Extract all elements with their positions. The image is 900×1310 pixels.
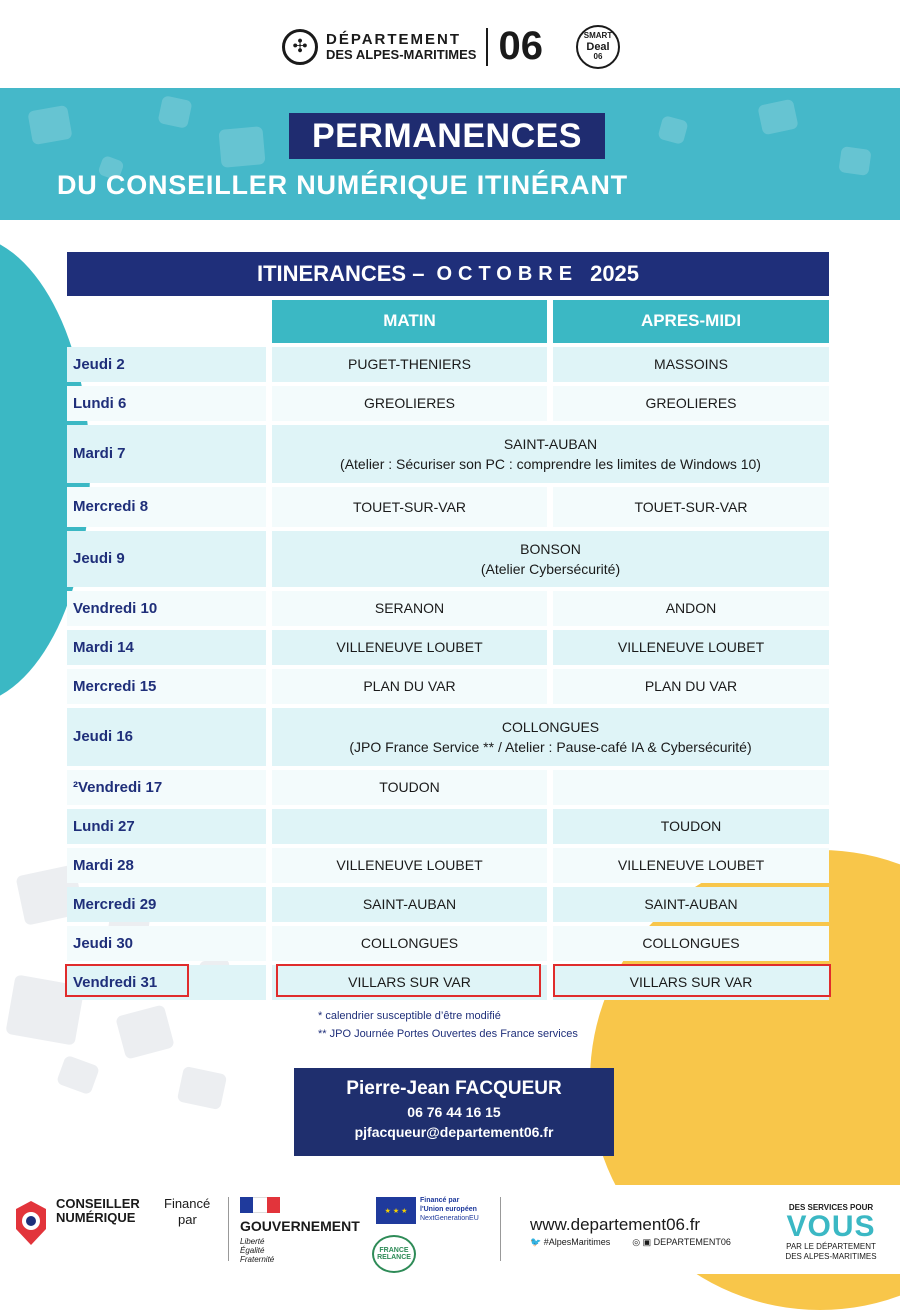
row-day: Mercredi 29 <box>67 887 266 922</box>
row-afternoon: PLAN DU VAR <box>553 669 829 704</box>
row-morning: VILLENEUVE LOUBET <box>272 848 547 883</box>
conseiller-numerique-logo-icon <box>14 1199 48 1247</box>
france-relance-logo[interactable] <box>372 1235 416 1273</box>
eu-line3: NextGenerationEU <box>420 1214 479 1222</box>
row-afternoon: VILLARS SUR VAR <box>553 965 829 1000</box>
row-day: Mardi 7 <box>67 425 266 483</box>
page-subtitle: DU CONSEILLER NUMÉRIQUE ITINÉRANT <box>57 170 628 200</box>
row-afternoon <box>553 770 829 805</box>
twitter-icon: 🐦 <box>530 1237 542 1247</box>
gouvernement-logo[interactable] <box>240 1197 360 1265</box>
row-day: Mardi 14 <box>67 630 266 665</box>
column-header-row <box>67 300 829 343</box>
footer <box>0 1185 900 1274</box>
relance-line2: RELANCE <box>377 1254 411 1261</box>
cn-line2: NUMÉRIQUE <box>56 1210 136 1226</box>
schedule-heading-year: 2025 <box>590 261 640 286</box>
row-day: Jeudi 2 <box>67 347 266 382</box>
row-full-detail: (Atelier Cybersécurité) <box>480 561 621 577</box>
row-afternoon: VILLENEUVE LOUBET <box>553 630 829 665</box>
eu-line1: Financé par <box>420 1197 460 1204</box>
eu-funding-logo[interactable] <box>376 1197 479 1224</box>
row-morning: GREOLIERES <box>272 386 547 421</box>
schedule-heading-prefix: ITINERANCES – <box>256 261 425 286</box>
twitter-handle: #AlpesMaritimes <box>543 1237 611 1247</box>
table-row <box>67 591 829 626</box>
row-morning: SAINT-AUBAN <box>272 887 547 922</box>
schedule-heading <box>67 252 829 296</box>
banner-title-box <box>289 113 605 159</box>
row-day: Mercredi 15 <box>67 669 266 704</box>
row-afternoon: TOUDON <box>553 809 829 844</box>
services-pour-vous-logo[interactable] <box>776 1203 886 1261</box>
smart-deal-logo[interactable] <box>576 25 620 69</box>
conseiller-numerique-label[interactable] <box>56 1197 140 1226</box>
row-full-day <box>272 531 829 587</box>
gouvernement-name: GOUVERNEMENT <box>240 1218 360 1234</box>
row-day: Vendredi 31 <box>67 965 266 1000</box>
footnote-1: * calendrier susceptible d’être modifié <box>318 1010 501 1022</box>
contact-phone[interactable]: 06 76 44 16 15 <box>407 1104 501 1120</box>
svp-line1: DES SERVICES POUR <box>788 1203 874 1212</box>
row-afternoon: GREOLIERES <box>553 386 829 421</box>
row-morning <box>272 809 547 844</box>
schedule-heading-month: OCTOBRE <box>436 262 579 285</box>
cn-line1: CONSEILLER <box>56 1196 140 1211</box>
table-row <box>67 770 829 805</box>
table-row <box>67 347 829 382</box>
row-day: Mercredi 8 <box>67 487 266 527</box>
finance-line2: par <box>178 1211 197 1227</box>
french-flag-icon <box>240 1197 280 1213</box>
website-link[interactable]: www.departement06.fr <box>530 1215 701 1234</box>
row-afternoon: VILLENEUVE LOUBET <box>553 848 829 883</box>
footnote-2: ** JPO Journée Portes Ouvertes des France services <box>318 1027 578 1040</box>
svp-line3: DES ALPES-MARITIMES <box>785 1251 877 1261</box>
row-day: Jeudi 16 <box>67 708 266 766</box>
financed-by-label <box>164 1196 210 1227</box>
row-afternoon: COLLONGUES <box>553 926 829 961</box>
table-row <box>67 487 829 527</box>
row-day: ²Vendredi 17 <box>67 770 266 805</box>
highlight-box-afternoon <box>553 964 831 997</box>
twitter-link[interactable] <box>530 1237 610 1248</box>
row-morning: VILLENEUVE LOUBET <box>272 630 547 665</box>
column-header-afternoon: APRES-MIDI <box>553 300 829 343</box>
divider <box>500 1197 501 1261</box>
row-full-location: BONSON <box>520 540 581 557</box>
motto-egalite: Égalité <box>240 1246 265 1256</box>
row-full-detail: (JPO France Service ** / Atelier : Pause-café IA & Cybersécurité) <box>349 739 752 755</box>
highlight-box-day <box>65 964 189 997</box>
table-row <box>67 386 829 421</box>
row-full-location: COLLONGUES <box>501 718 600 735</box>
row-morning: PLAN DU VAR <box>272 669 547 704</box>
motto-fraternite: Fraternité <box>240 1255 275 1265</box>
row-afternoon: TOUET-SUR-VAR <box>553 487 829 527</box>
eu-line2: l'Union européen <box>420 1205 477 1213</box>
department-number: 06 <box>498 24 543 68</box>
table-row <box>67 708 829 766</box>
top-header <box>0 0 900 88</box>
relance-line1: FRANCE <box>379 1246 409 1254</box>
row-afternoon: ANDON <box>553 591 829 626</box>
table-row <box>67 531 829 587</box>
department-emblem-icon: ✣ <box>282 29 318 65</box>
row-morning: COLLONGUES <box>272 926 547 961</box>
contact-email[interactable]: pjfacqueur@departement06.fr <box>354 1124 554 1140</box>
finance-line1: Financé <box>164 1196 211 1211</box>
row-afternoon: SAINT-AUBAN <box>553 887 829 922</box>
page-title: PERMANENCES <box>312 116 582 155</box>
svp-vous: VOUS <box>786 1210 876 1243</box>
row-day: Lundi 6 <box>67 386 266 421</box>
row-day: Lundi 27 <box>67 809 266 844</box>
table-row <box>67 926 829 961</box>
svp-line2: PAR LE DÉPARTEMENT <box>786 1242 876 1251</box>
smart-deal-line1: SMART <box>583 31 613 41</box>
department-name-line1: DÉPARTEMENT <box>326 30 462 48</box>
schedule-table <box>67 252 829 991</box>
table-row <box>67 630 829 665</box>
department-name-line2: DES ALPES-MARITIMES <box>326 46 477 62</box>
row-day: Jeudi 30 <box>67 926 266 961</box>
divider <box>228 1197 229 1261</box>
title-banner <box>0 88 900 220</box>
smart-deal-line3: 06 <box>593 52 603 62</box>
table-row <box>67 669 829 704</box>
motto-liberte: Liberté <box>240 1237 265 1246</box>
social-handle: DEPARTEMENT06 <box>653 1237 731 1247</box>
row-morning: PUGET-THENIERS <box>272 347 547 382</box>
contact-name: Pierre-Jean FACQUEUR <box>346 1078 562 1099</box>
highlight-box-morning <box>276 964 541 997</box>
social-links <box>530 1237 731 1248</box>
row-morning: SERANON <box>272 591 547 626</box>
row-full-detail: (Atelier : Sécuriser son PC : comprendre les limites de Windows 10) <box>340 456 761 472</box>
footnotes <box>318 1008 578 1043</box>
row-morning: VILLARS SUR VAR <box>272 965 547 1000</box>
column-header-morning: MATIN <box>272 300 547 343</box>
department-logo[interactable] <box>282 24 543 69</box>
divider <box>486 28 488 66</box>
row-morning: TOUDON <box>272 770 547 805</box>
row-full-day <box>272 425 829 483</box>
smart-deal-line2: Deal <box>586 40 610 53</box>
contact-box <box>294 1068 614 1156</box>
eu-flag-icon: ★ ★ ★ <box>376 1197 416 1224</box>
table-row <box>67 887 829 922</box>
table-row <box>67 809 829 844</box>
row-afternoon: MASSOINS <box>553 347 829 382</box>
table-row <box>67 848 829 883</box>
row-full-location: SAINT-AUBAN <box>503 435 598 452</box>
row-full-day <box>272 708 829 766</box>
instagram-facebook-icon: ◎ ▣ <box>632 1237 652 1247</box>
table-row <box>67 425 829 483</box>
row-day: Vendredi 10 <box>67 591 266 626</box>
row-morning: TOUET-SUR-VAR <box>272 487 547 527</box>
instagram-facebook-link[interactable] <box>632 1237 731 1248</box>
row-day: Mardi 28 <box>67 848 266 883</box>
row-day: Jeudi 9 <box>67 531 266 587</box>
